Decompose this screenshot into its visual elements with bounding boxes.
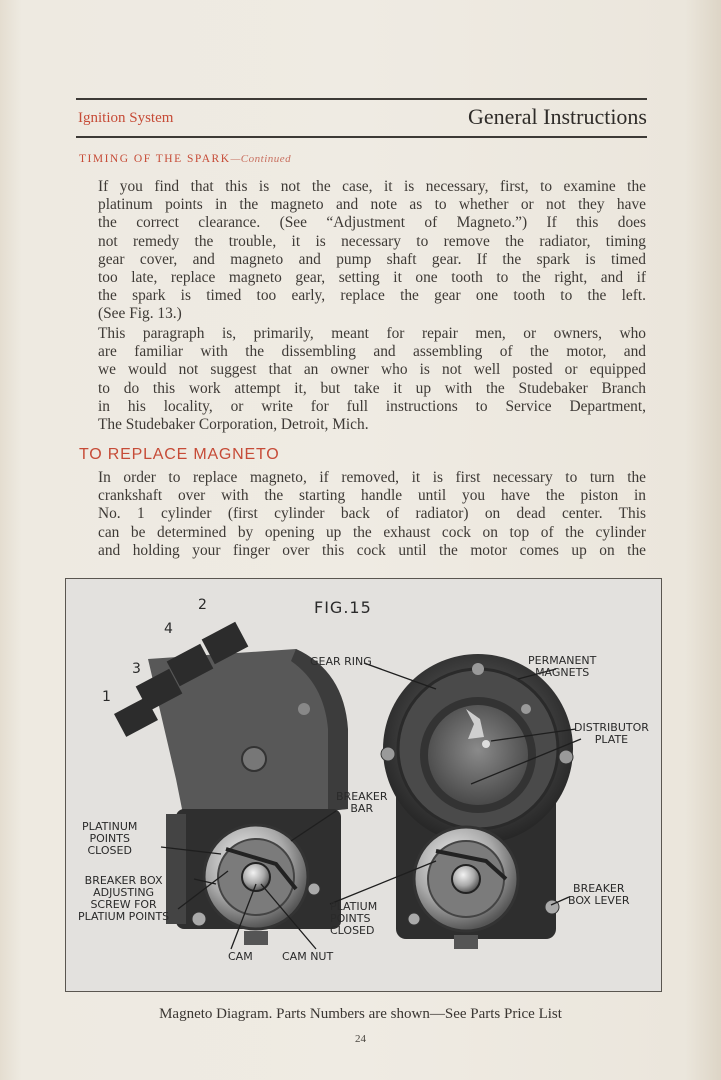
text-line: too late, replace magneto gear, setting it one tooth to the right, and if <box>98 269 646 287</box>
label-distributor-plate: DISTRIBUTOR PLATE <box>574 721 649 746</box>
paragraph-repair-men <box>98 325 646 434</box>
label-breaker-bar: BREAKER BAR <box>336 790 388 815</box>
label-permanent-magnets: PERMANENT MAGNETS <box>528 654 597 679</box>
text-line: crankshaft over with the starting handle until you have the piston in <box>98 487 646 505</box>
section-label: Ignition System <box>78 110 174 126</box>
text-line: and holding your finger over this cock until the motor comes up on the <box>98 541 646 559</box>
text-line: This paragraph is, primarily, meant for repair men, or owners, who <box>98 325 646 342</box>
label-platinum-points-closed: PLATINUM POINTS CLOSED <box>82 820 138 857</box>
terminal-number-3: 3 <box>132 661 141 677</box>
subhead-timing <box>79 153 291 165</box>
page-number: 24 <box>355 1033 366 1045</box>
label-gear-ring: GEAR RING <box>310 655 372 668</box>
text-line: (See Fig. 13.) <box>98 305 182 323</box>
running-header <box>76 98 647 138</box>
text-line: we would not suggest that an owner who is not well posted or equipped <box>98 361 646 379</box>
right-magneto-icon <box>381 654 573 949</box>
terminal-number-1: 1 <box>102 689 111 705</box>
text-line: The Studebaker Corporation, Detroit, Mich. <box>98 416 369 434</box>
text-line: can be determined by opening up the exhaust cock on top of the cylinder <box>98 523 646 541</box>
text-line: the correct clearance. (See “Adjustment of Magneto.”) If this does <box>98 214 646 232</box>
figure-title: FIG.15 <box>314 598 372 617</box>
terminal-number-2: 2 <box>198 597 207 613</box>
label-breaker-box-lever: BREAKER BOX LEVER <box>568 882 630 907</box>
label-breaker-box-adjusting-screw: BREAKER BOX ADJUSTING SCREW FOR PLATIUM POINTS <box>78 874 170 923</box>
text-line: to do this work attempt it, but take it up with the Studebaker Branch <box>98 379 646 397</box>
terminal-number-4: 4 <box>164 621 173 637</box>
paragraph-timing <box>98 178 646 324</box>
figure-caption: Magneto Diagram. Parts Numbers are shown—See Parts Price List <box>159 1006 562 1022</box>
text-line: In order to replace magneto, if removed, it is first necessary to turn the <box>98 469 646 486</box>
subhead-continued: —Continued <box>230 153 292 165</box>
label-cam-nut: CAM NUT <box>282 950 334 963</box>
text-line: not remedy the trouble, it is necessary to remove the radiator, timing <box>98 232 646 250</box>
subhead-text: TIMING OF THE SPARK <box>79 153 231 165</box>
label-platium-points-closed-right: PLATIUM POINTS CLOSED <box>330 900 378 937</box>
text-line: gear cover, and magneto and pump shaft gear. If the spark is timed <box>98 250 646 268</box>
text-line: No. 1 cylinder (first cylinder back of radiator) on dead center. This <box>98 505 646 523</box>
heading-replace-magneto: TO REPLACE MAGNETO <box>79 446 280 463</box>
section-title: General Instructions <box>468 104 647 129</box>
text-line: If you find that this is not the case, it is necessary, first, to examine the <box>98 178 646 195</box>
text-line: are familiar with the dissembling and assembling of the motor, and <box>98 343 646 361</box>
text-line: the spark is timed too early, replace the gear one tooth to the left. <box>98 287 646 305</box>
magneto-figure <box>65 578 662 992</box>
paragraph-replace-magneto <box>98 469 646 560</box>
text-line: in his locality, or write for full instructions to Service Department, <box>98 397 646 415</box>
text-line: platinum points in the magneto and note as to whether or not they have <box>98 196 646 214</box>
label-cam: CAM <box>228 950 253 963</box>
